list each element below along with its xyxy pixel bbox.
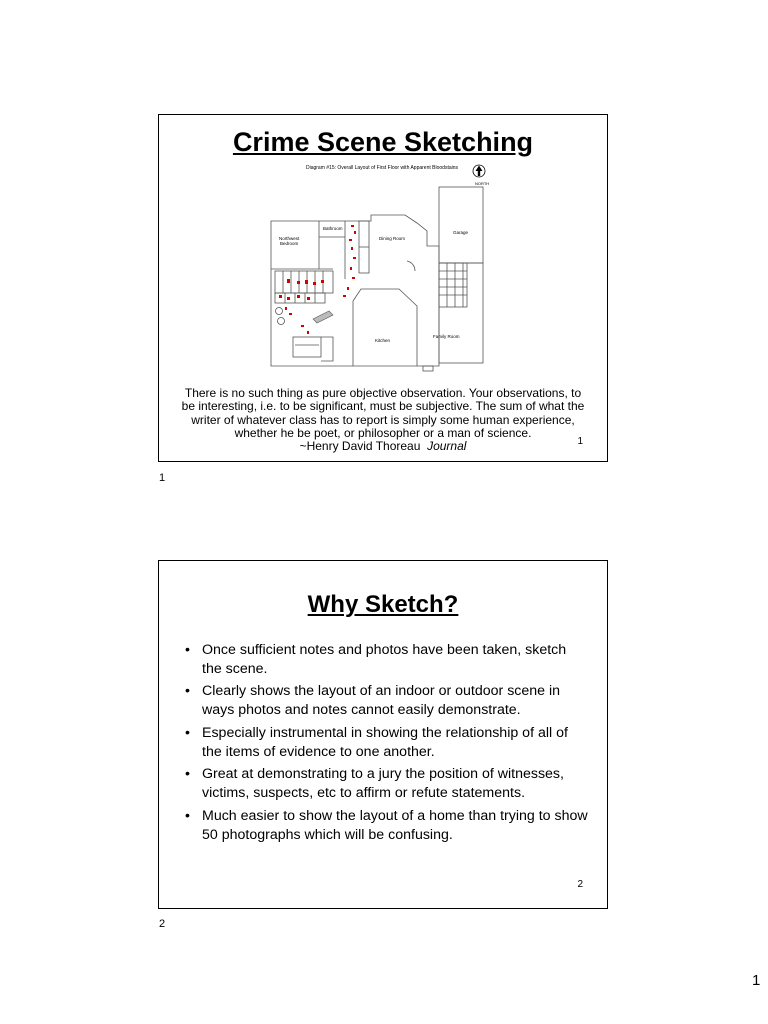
quote-line: be interesting, i.e. to be significant, must be subjective. The sum of what the (181, 399, 585, 414)
bloodstain-mark (351, 247, 353, 250)
room-label-northwest-bedroom: Northwest Bedroom (279, 236, 300, 246)
attribution-source: Journal (427, 439, 467, 453)
bloodstain-mark (352, 277, 355, 279)
room-label-garage: Garage (453, 230, 469, 235)
bloodstain-mark (307, 297, 310, 300)
list-item: • Much easier to show the layout of a home than trying to show 50 photographs which will be confusing. (183, 807, 588, 844)
slide-2 (158, 560, 608, 909)
bloodstain-mark (287, 279, 290, 283)
bloodstain-mark (313, 282, 316, 285)
bloodstain-mark (285, 307, 287, 310)
bloodstain-mark (287, 297, 290, 300)
room-label-bathroom: Bathroom (323, 226, 343, 231)
quote-attribution (159, 439, 607, 453)
page-label-1: 1 (159, 472, 166, 484)
quote-line: There is no such thing as pure objective observation. Your observations, to (184, 386, 582, 400)
attribution-author: ~Henry David Thoreau (299, 439, 421, 453)
floor-plan-diagram (267, 161, 497, 389)
bloodstain-mark (301, 325, 304, 327)
bloodstain-mark (347, 287, 349, 290)
quote-line: writer of whatever class has to report is simply some human experience, (191, 412, 575, 427)
floor-plan-drawing (267, 161, 497, 389)
slide-1-title: Crime Scene Sketching (232, 127, 534, 157)
list-item: • Especially instrumental in showing the relationship of all of the items of evidence to one another. (183, 724, 588, 761)
bloodstain-mark (279, 295, 282, 298)
room-label-kitchen: Kitchen (375, 338, 391, 343)
slide-1-number: 1 (577, 436, 583, 447)
quote-line: whether he be poet, or philosopher or a man of science. (234, 426, 532, 441)
room-label-dining-room: Dining Room (379, 236, 406, 241)
slide-1 (158, 114, 608, 462)
bloodstain-mark (305, 280, 308, 284)
diagram-caption: Diagram #15: Overall Layout of First Floor with Apparent Bloodstains (305, 165, 459, 171)
bloodstain-mark (297, 295, 300, 298)
bloodstain-mark (343, 295, 346, 297)
bullet-list (183, 641, 588, 848)
sheet-number: 1 (752, 972, 761, 989)
north-label: NORTH (475, 181, 490, 186)
slide-2-number: 2 (577, 879, 583, 890)
bloodstain-mark (353, 257, 356, 259)
thoreau-quote (163, 387, 603, 441)
room-label-family-room: Family Room (433, 334, 460, 339)
bloodstain-mark (351, 225, 354, 227)
page-label-2: 2 (159, 918, 166, 930)
bloodstain-mark (289, 313, 292, 315)
list-item: • Great at demonstrating to a jury the position of witnesses, victims, suspects, etc to affirm or refute statements. (183, 765, 588, 802)
bloodstain-mark (321, 280, 324, 283)
bloodstain-mark (307, 331, 309, 334)
bloodstain-mark (354, 231, 356, 234)
list-item: • Once sufficient notes and photos have been taken, sketch the scene. (183, 641, 588, 678)
bloodstain-mark (349, 239, 352, 241)
bloodstain-mark (350, 267, 352, 270)
bloodstain-mark (297, 281, 300, 284)
slide-2-title: Why Sketch? (307, 591, 459, 618)
list-item: • Clearly shows the layout of an indoor or outdoor scene in ways photos and notes cannot easily demonstrate. (183, 682, 588, 719)
